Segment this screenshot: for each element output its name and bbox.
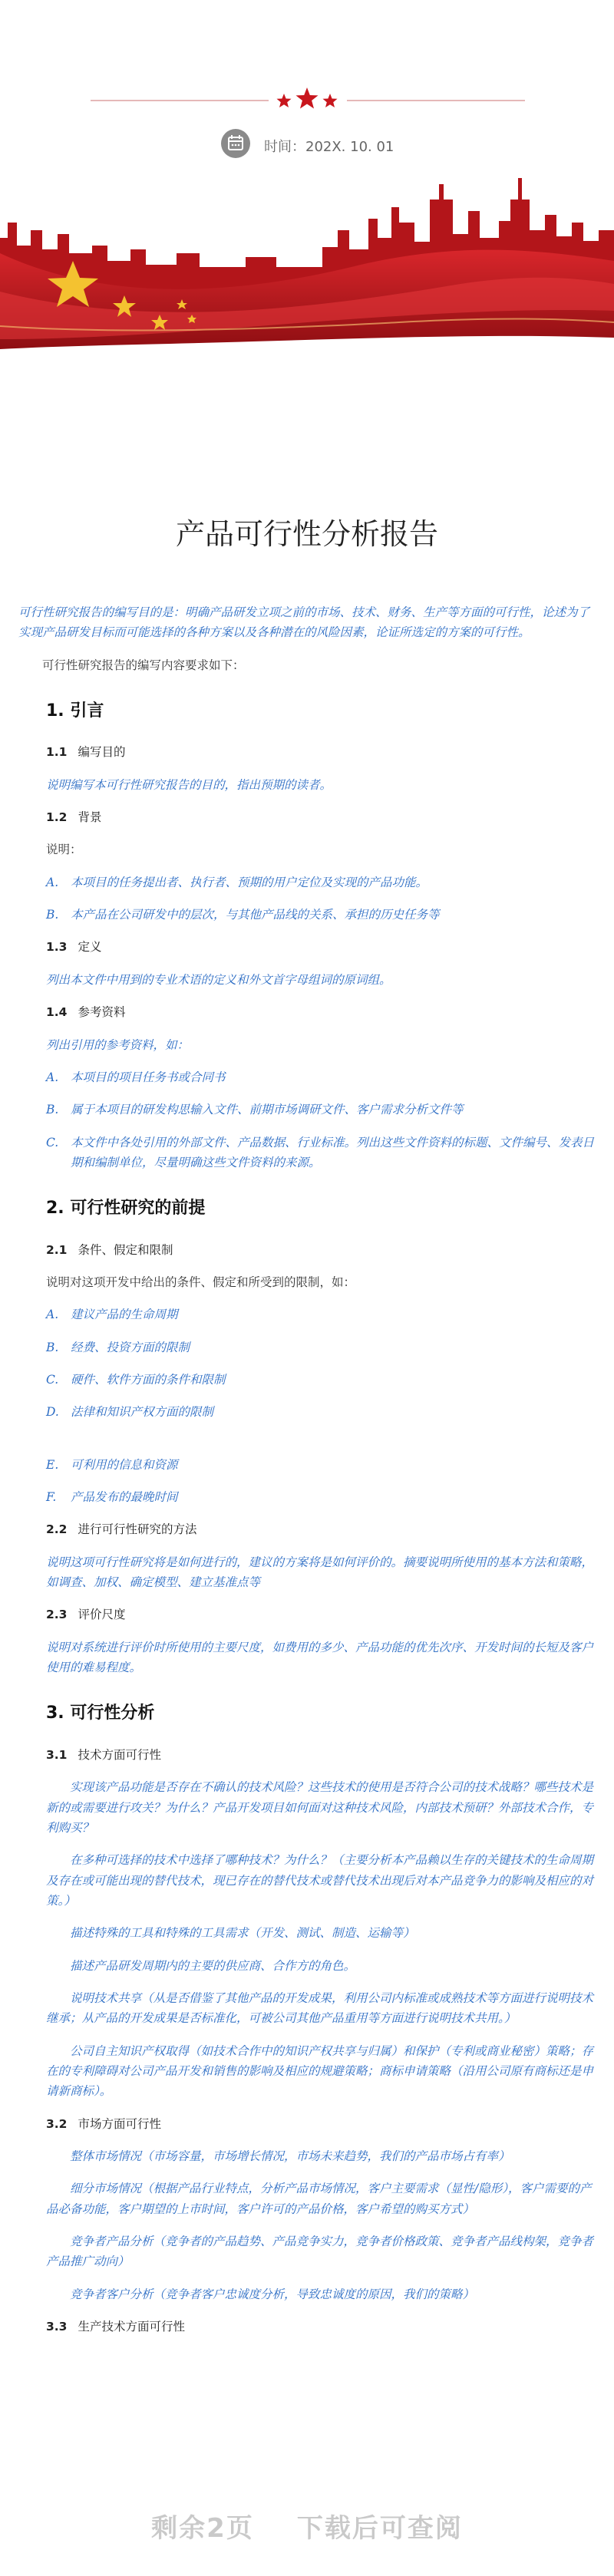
paragraph-2-3: 说明对系统进行评价时所使用的主要尺度，如费用的多少、产品功能的优先次序、开发时间的长短及客户使用的难易程度。 [46,1640,594,1675]
subheading-3-3: 3.3 生产技术方面可行性 [46,2320,185,2334]
note-label: 说明： [46,843,82,857]
list-item: A. 建议产品的生命周期 [46,1308,178,1322]
stars-ornament-icon [269,84,345,115]
paragraph-3-2: 竞争者客户分析（竞争者客户忠诚度分析，导致忠诚度的原因，我们的策略） [70,2287,475,2301]
subheading-3-1: 3.1 技术方面可行性 [46,1747,161,1762]
subheading-2-3: 2.3 评价尺度 [46,1608,126,1622]
list-item: B. 经费、投资方面的限制 [46,1340,190,1354]
subheading-1-2: 1.2 背景 [46,810,102,825]
paragraph-3-1: 说明技术共享（从是否借鉴了其他产品的开发成果，利用公司内标准或成熟技术等方面进行说明技术继承；从产品的开发成果是否标准化，可被公司其他产品重用等方面进行说明技术共用。） [46,1991,594,2026]
time-row [0,129,614,160]
paragraph-2-1: 说明对这项开发中给出的条件、假定和所受到的限制，如： [46,1275,356,1289]
intro-paragraph: 可行性研究报告的编写目的是：明确产品研发立项之前的市场、技术、财务、生产等方面的可行性，论述为了实现产品研发目标而可能选择的各种方案以及各种潜在的风险因素，论证所选定的方案的可行性。 [18,605,590,640]
calendar-icon [221,129,250,158]
list-item: C. 本文件中各处引用的外部文件、产品数据、行业标准。列出这些文件资料的标题、文件编号、发表日期和编制单位，尽量明确这些文件资料的来源。 [46,1135,595,1169]
download-prompt-label[interactable]: 下载后可查阅 [296,2513,463,2544]
paragraph-3-2: 竞争者产品分析（竞争者的产品趋势、产品竞争实力，竞争者价格政策、竞争者产品线构架，竞争者产品推广动向） [46,2235,594,2269]
paragraph-3-1: 描述产品研发周期内的主要的供应商、合作方的角色。 [70,1958,356,1973]
subheading-1-1: 1.1 编写目的 [46,745,126,760]
paragraph-3-2: 细分市场情况（根据产品行业特点，分析产品市场情况，客户主要需求（显性/隐形），客户需要的产品必备功能，客户期望的上市时间，客户许可的产品价格，客户希望的购买方式） [46,2182,592,2216]
subheading-3-2: 3.2 市场方面可行性 [46,2116,161,2131]
document-title: 产品可行性分析报告 [175,517,438,551]
list-item: E. 可利用的信息和资源 [46,1457,178,1472]
download-footer[interactable] [0,2482,614,2574]
paragraph-2-2: 说明这项可行性研究将是如何进行的，建议的方案将是如何评价的。摘要说明所使用的基本方法和策略，如调查、加权、确定模型、建立基准点等 [46,1555,594,1590]
header-rule-left [91,100,269,101]
paragraph-3-1: 在多种可选择的技术中选择了哪种技术？为什么？（主要分析本产品赖以生存的关键技术的生命周期及存在或可能出现的替代技术，现已存在的替代技术或替代技术出现后对本产品竞争力的影响及相应的对策。） [46,1853,594,1908]
subheading-2-2: 2.2 进行可行性研究的方法 [46,1522,197,1537]
paragraph-1-3: 列出本文件中用到的专业术语的定义和外文首字母组词的原词组。 [46,972,391,987]
list-item: D. 法律和知识产权方面的限制 [46,1405,214,1420]
section-heading-1: 1. 引言 [46,701,104,721]
list-item: B. 属于本项目的研发构思输入文件、前期市场调研文件、客户需求分析文件等 [46,1103,464,1117]
paragraph-3-1: 实现该产品功能是否存在不确认的技术风险？这些技术的使用是否符合公司的技术战略？哪些技术是新的或需要进行攻关？为什么？产品开发项目如何面对这种技术风险，内部技术预研？外部技术合作，专利购买？ [46,1780,594,1835]
subheading-1-4: 1.4 参考资料 [46,1005,126,1020]
header-rule-right [347,100,525,101]
spacer [18,1435,596,1455]
subheading-2-1: 2.1 条件、假定和限制 [46,1242,173,1257]
list-item: B. 本产品在公司研发中的层次，与其他产品线的关系、承担的历史任务等 [46,908,440,922]
paragraph-3-1: 公司自主知识产权取得（如技术合作中的知识产权共享与归属）和保护（专利或商业秘密）策略；存在的专利障碍对公司产品开发和销售的影响及相应的规避策略；商标申请策略（沿用公司原有商标还是申请新商标）。 [46,2043,594,2099]
page-header [0,0,614,353]
paragraph-1-4: 列出引用的参考资料，如： [46,1037,190,1052]
time-label: 时间：202X. 10. 01 [264,139,394,155]
list-item: A. 本项目的项目任务书或合同书 [46,1070,226,1084]
city-skyline-banner [0,176,614,353]
list-item: C. 硬件、软件方面的条件和限制 [46,1373,226,1387]
section-heading-3: 3. 可行性分析 [46,1704,155,1723]
requirements-line: 可行性研究报告的编写内容要求如下： [42,658,245,672]
section-heading-2: 2. 可行性研究的前提 [46,1199,206,1219]
paragraph-3-1: 描述特殊的工具和特殊的工具需求（开发、测试、制造、运输等） [70,1926,415,1941]
remaining-pages-label: 剩余2页 [151,2513,254,2544]
subheading-1-3: 1.3 定义 [46,940,102,955]
paragraph-3-2: 整体市场情况（市场容量，市场增长情况，市场未来趋势，我们的产品市场占有率） [70,2149,510,2163]
document-body [18,602,596,2349]
list-item: F. 产品发布的最晚时间 [46,1490,178,1505]
paragraph-1-1: 说明编写本可行性研究报告的目的，指出预期的读者。 [46,777,332,792]
list-item: A. 本项目的任务提出者、执行者、预期的用户定位及实现的产品功能。 [46,875,428,889]
